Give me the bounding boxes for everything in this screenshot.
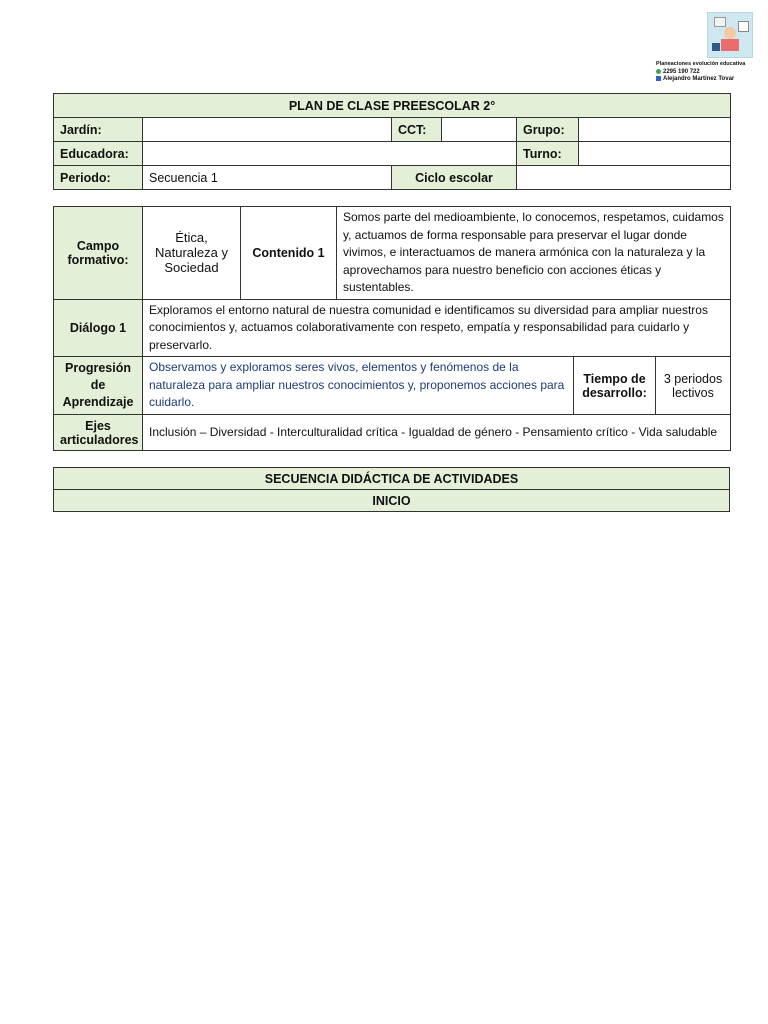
brand-author: Alejandro Martínez Tovar xyxy=(663,76,735,83)
cct-field[interactable] xyxy=(442,118,517,142)
ciclo-label: Ciclo escolar xyxy=(392,166,517,190)
brand-title: Planeaciones evolución educativa xyxy=(656,61,746,67)
contenido-value: Somos parte del medioambiente, lo conocemos, respetamos, cuidamos y, actuamos de forma responsable para preservar el lugar donde vivimos, e interactuamos de manera armónica con la naturaleza y la aprovechamos para nuestro beneficio con acciones éticas y sustentables. xyxy=(337,207,731,300)
sequence-title: SECUENCIA DIDÁCTICA DE ACTIVIDADES xyxy=(54,468,730,490)
sequence-phase: INICIO xyxy=(54,490,730,512)
dialogo-label: Diálogo 1 xyxy=(54,299,143,357)
cct-label: CCT: xyxy=(392,118,442,142)
campo-label: Campo formativo: xyxy=(54,207,143,300)
periodo-value[interactable]: Secuencia 1 xyxy=(143,166,392,190)
campo-value: Ética, Naturaleza y Sociedad xyxy=(143,207,241,300)
facebook-icon xyxy=(656,76,661,81)
ejes-label: Ejes articuladores xyxy=(54,415,143,451)
tiempo-label: Tiempo de desarrollo: xyxy=(574,357,656,415)
progresion-value: Observamos y exploramos seres vivos, elementos y fenómenos de la naturaleza para ampliar nuestros conocimientos y, proponemos acciones para cuidarlo. xyxy=(143,357,574,415)
whatsapp-icon xyxy=(656,69,661,74)
plan-title: PLAN DE CLASE PREESCOLAR 2° xyxy=(54,94,731,118)
contenido-label: Contenido 1 xyxy=(241,207,337,300)
grupo-field[interactable] xyxy=(579,118,731,142)
brand-logo xyxy=(707,12,753,58)
turno-label: Turno: xyxy=(517,142,579,166)
brand-contact xyxy=(656,61,766,84)
periodo-label: Periodo: xyxy=(54,166,143,190)
jardin-field[interactable] xyxy=(143,118,392,142)
turno-field[interactable] xyxy=(579,142,731,166)
ejes-value: Inclusión – Diversidad - Interculturalidad crítica - Igualdad de género - Pensamiento crítico - Vida saludable xyxy=(143,415,731,451)
ciclo-field[interactable] xyxy=(517,166,731,190)
dialogo-value: Exploramos el entorno natural de nuestra comunidad e identificamos su diversidad para ampliar nuestros conocimientos y, actuamos colaborativamente con respeto, empatía y responsabilidad para cuidarlo y preservarlo. xyxy=(143,299,731,357)
tiempo-value: 3 periodos lectivos xyxy=(656,357,731,415)
jardin-label: Jardín: xyxy=(54,118,143,142)
sequence-table xyxy=(53,467,730,512)
header-table xyxy=(53,93,731,190)
brand-phone: 2295 190 722 xyxy=(663,68,700,75)
progresion-label: Progresión de Aprendizaje xyxy=(54,357,143,415)
grupo-label: Grupo: xyxy=(517,118,579,142)
educadora-field[interactable] xyxy=(143,142,517,166)
details-table xyxy=(53,206,731,451)
educadora-label: Educadora: xyxy=(54,142,143,166)
